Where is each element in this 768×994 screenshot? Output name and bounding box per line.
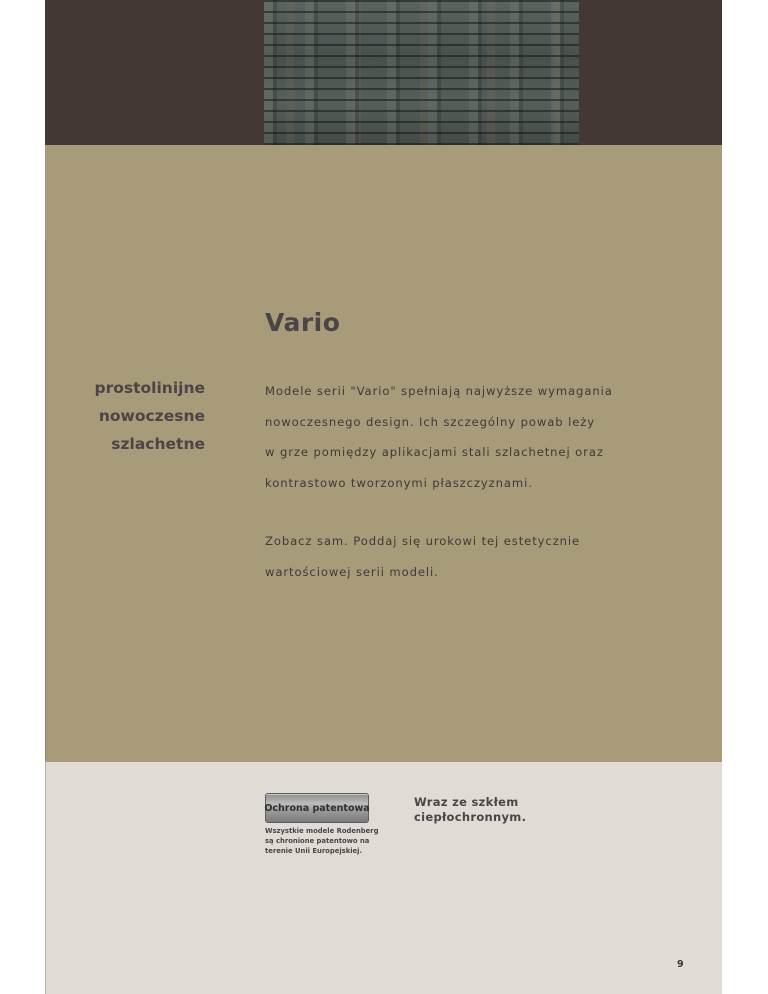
glass-note-line: Wraz ze szkłem [414, 795, 519, 809]
patent-note-line: Wszystkie modele Rodenberg [265, 827, 379, 835]
bottom-rule [45, 762, 46, 994]
patent-note-line: terenie Unii Europejskiej. [265, 847, 363, 855]
tagline [45, 374, 205, 458]
body-paragraph [265, 526, 625, 587]
page-title: Vario [265, 308, 341, 337]
header-band [45, 0, 722, 145]
glass-note-line: ciepłochronnym. [414, 810, 527, 824]
body-line: w grze pomiędzy aplikacjami stali szlachetnej oraz [265, 445, 604, 459]
patent-badge-label: Ochrona patentowa [264, 802, 370, 814]
stone-wall-image [264, 0, 579, 145]
body-line: kontrastowo tworzonymi płaszczyznami. [265, 475, 533, 490]
left-rule [45, 240, 46, 760]
body-line: nowoczesnego design. Ich szczególny powab leży [265, 414, 595, 429]
patent-note [265, 826, 395, 856]
tagline-line: szlachetne [111, 435, 205, 453]
body-line: wartościowej serii modeli. [265, 564, 439, 579]
page [45, 0, 722, 994]
patent-badge [265, 793, 369, 823]
tagline-line: prostolinijne [94, 379, 205, 397]
glass-note [414, 795, 574, 825]
body-text [265, 376, 625, 587]
tagline-line: nowoczesne [98, 407, 205, 425]
body-paragraph [265, 376, 625, 498]
page-number: 9 [677, 959, 684, 970]
patent-note-line: są chronione patentowo na [265, 837, 370, 845]
body-line: Zobacz sam. Poddaj się urokowi tej estetycznie [265, 534, 581, 548]
body-line: Modele serii "Vario" spełniają najwyższe wymagania [265, 384, 613, 398]
